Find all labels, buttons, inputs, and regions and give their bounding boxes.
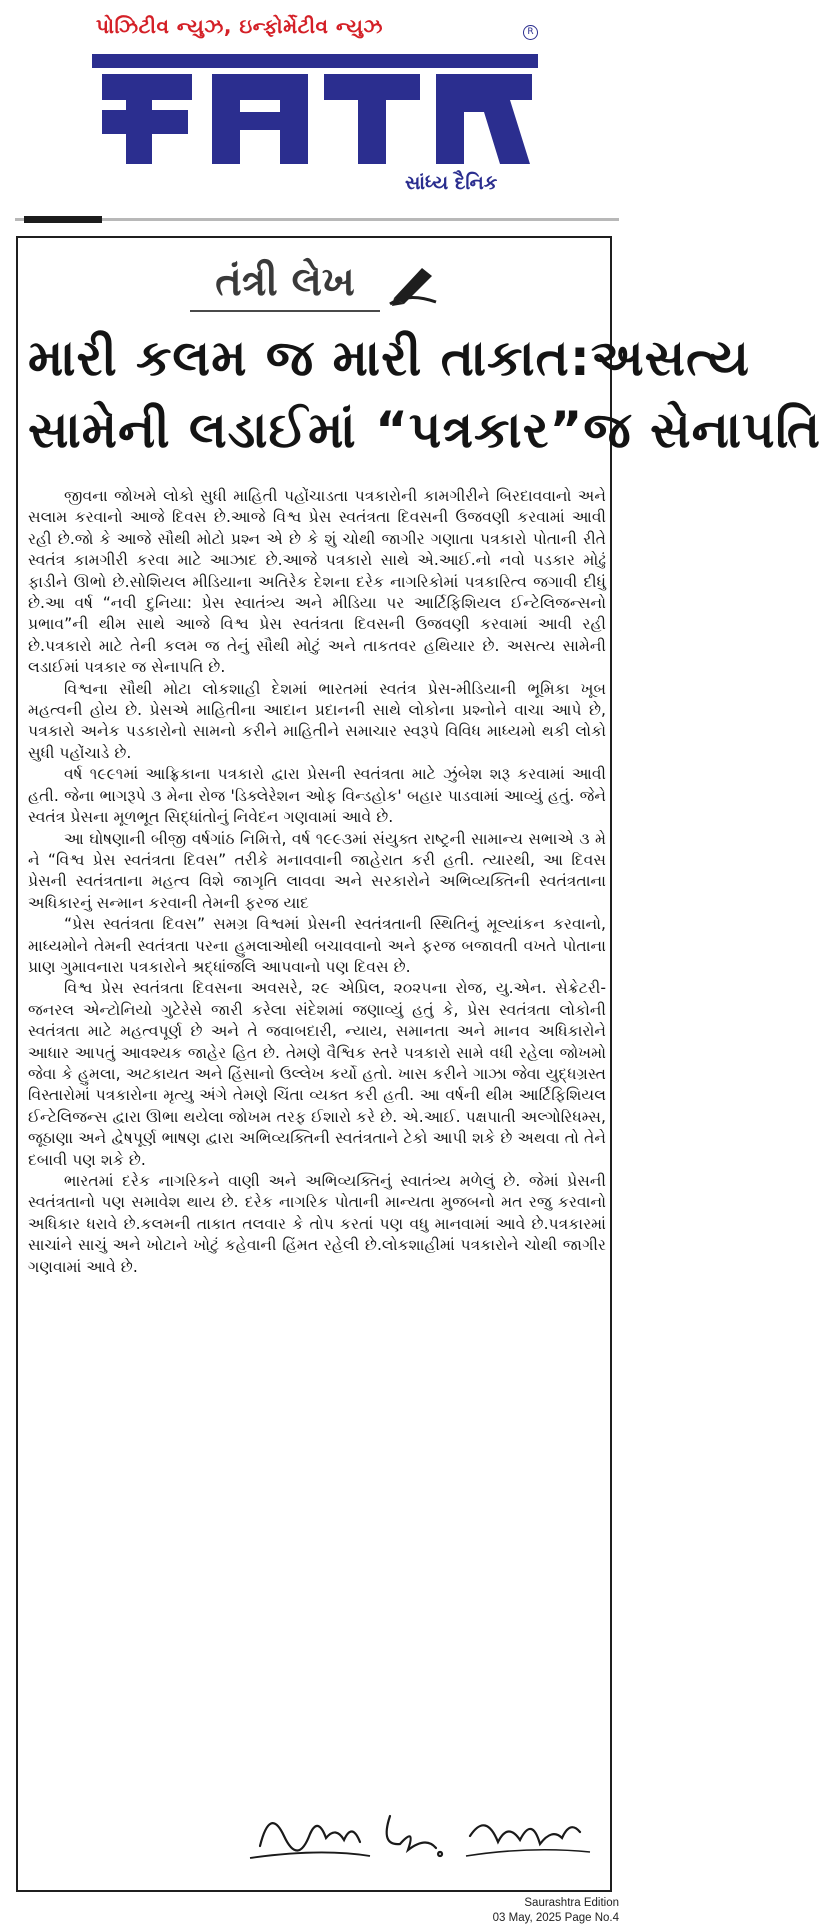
pen-writing-icon <box>388 262 438 306</box>
masthead-divider <box>15 218 619 221</box>
newspaper-logo <box>92 46 538 166</box>
article-paragraph: આ ઘોષણાની બીજી વર્ષગાંઠ નિમિત્તે, વર્ષ ૧૯૯૩માં સંયુક્ત રાષ્ટ્રની સામાન્ય સભાએ ૩ મે ને “વિશ્વ પ્રેસ સ્વતંત્રતા દિવસ” તરીકે મનાવવાની જાહેરાત કરી હતી. ત્યારથી, આ દિવસ પ્રેસની સ્વતંત્રતાના મહત્વ વિશે જાગૃતિ લાવવા અને સરકારોને અભિવ્યક્તિની સ્વતંત્રતાના અધિકારનું સન્માન કરવાની તેમની ફરજ યાદ <box>28 829 606 912</box>
page-footer <box>493 1896 619 1926</box>
article-paragraph: વિશ્વ પ્રેસ સ્વતંત્રતા દિવસના અવસરે, ૨૯ એપ્રિલ, ૨૦૨૫ના રોજ, યુ.એન. સેક્રેટરી-જનરલ એન્ટોનિયો ગુટેરેસે જારી કરેલા સંદેશમાં જણાવ્યું હતું કે, પ્રેસ સ્વતંત્રતા લોકોની સ્વતંત્રતા માટે મહત્વપૂર્ણ છે અને તે જવાબદારી, ન્યાય, સમાનતા અને માનવ અધિકારોને આધાર આપતું આવશ્યક જાહેર હિત છે. તેમણે વૈશ્વિક સ્તરે પત્રકારો સામે વધી રહેલા જોખમો જેવા કે હુમલા, અટકાયત અને હિંસાનો ઉલ્લેખ કર્યો હતો. ખાસ કરીને ગાઝા જેવા યુદ્ધગ્રસ્ત વિસ્તારોમાં પત્રકારોના મૃત્યુ અંગે તેમણે ચિંતા વ્યક્ત કરી હતી. આ વર્ષની થીમ આર્ટિફિશિયલ ઈન્ટેલિજન્સ દ્વારા ઊભા થયેલા જોખમ તરફ ઈશારો કરે છે. એ.આઈ. પક્ષપાતી અલ્ગોરિધમ્સ, જૂઠાણા અને દ્વેષપૂર્ણ ભાષણ દ્વારા અભિવ્યક્તિની સ્વતંત્રતાને ટેકો આપી શકે છે અથવા તો તેને દબાવી પણ શકે છે. <box>28 979 606 1169</box>
headline-line-1: મારી કલમ જ મારી તાકાત:અસત્ય <box>28 329 750 387</box>
headline-line-2: સામેની લડાઈમાં “પત્રકાર”જ સેનાપતિ <box>28 401 821 459</box>
article-headline <box>28 322 821 466</box>
section-label: તંત્રી લેખ <box>190 254 380 312</box>
article-paragraph: વિશ્વના સૌથી મોટા લોકશાહી દેશમાં ભારતમાં સ્વતંત્ર પ્રેસ-મીડિયાની ભૂમિકા ખૂબ મહત્વની હોય છે. પ્રેસએ માહિતીના આદાન પ્રદાનની સાથે લોકોના પ્રશ્નોને વાચા આપે છે, પત્રકારો અનેક પડકારોનો સામનો કરીને માહિતીને સમાચાર સ્વરૂપે વિવિધ માધ્યમો થકી લોકો સુધી પહોંચાડે છે. <box>28 679 606 762</box>
masthead-tagline: પોઝિટીવ ન્યુઝ, ઇન્ફોર્મેટીવ ન્યુઝ <box>96 14 383 38</box>
masthead-divider-accent <box>24 216 102 223</box>
article-paragraph: ભારતમાં દરેક નાગરિકને વાણી અને અભિવ્યક્તિનું સ્વાતંત્ર્ય મળેલું છે. જેમાં પ્રેસની સ્વતંત્રતાનો પણ સમાવેશ થાય છે. દરેક નાગરિક પોતાની માન્યતા મુજબનો મત રજુ કરવાનો અધિકાર ધરાવે છે.કલમની તાકાત તલવાર કે તોપ કરતાં પણ વધુ માનવામાં આવે છે.પત્રકારમાં સાચાંને સાચું અને ખોટાને ખોટું કહેવાની હિંમત રહેલી છે.લોકશાહીમાં પત્રકારોને ચોથી જાગીર ગણવામાં આવે છે. <box>28 1172 606 1276</box>
article-paragraph: જીવના જોખમે લોકો સુધી માહિતી પહોંચાડતા પત્રકારોની કામગીરીને બિરદાવવાનો અને સલામ કરવાનો આજે દિવસ છે.આજે વિશ્વ પ્રેસ સ્વતંત્રતા દિવસની ઉજવણી કરવામાં આવી રહી છે.જો કે આજે સૌથી મોટો પ્રશ્ન એ છે કે શું ચોથી જાગીર ગણાતા પત્રકારો પોતાની રીતે સ્વતંત્ર કામગીરી કરવા માટે આઝાદ છે.આજે પત્રકારો સાથે એ.આઈ.નો નવો પડકાર મોઢું ફાડીને ઊભો છે.સોશિયલ મીડિયાના અતિરેક દેશના દરેક નાગરિકોમાં પત્રકારિત્વ જગાવી દીધું છે.આ વર્ષ “નવી દુનિયા: પ્રેસ સ્વાતંત્ર્ય અને મીડિયા પર આર્ટિફિશિયલ ઈન્ટેલિજન્સનો પ્રભાવ”ની થીમ સાથે આજે વિશ્વ પ્રેસ સ્વતંત્રતા દિવસની ઉજવણી કરવામાં આવી રહી છે.પત્રકારો માટે તેની કલમ જ તેનું સૌથી મોટું અને તાકતવર હથિયાર છે. અસત્ય સામેની લડાઈમાં પત્રકાર જ સેનાપતિ છે. <box>28 487 606 677</box>
section-tag <box>190 254 436 312</box>
article-body <box>28 486 606 1776</box>
article-paragraph: વર્ષ ૧૯૯૧માં આફ્રિકાના પત્રકારો દ્વારા પ્રેસની સ્વતંત્રતા માટે ઝુંબેશ શરૂ કરવામાં આવી હતી. જેના ભાગરૂપે ૩ મેના રોજ 'ડિક્લેરેશન ઓફ વિન્ડહોક' બહાર પાડવામાં આવ્યું હતું. જેને સ્વતંત્ર પ્રેસના મૂળભૂત સિદ્ધાંતોનું નિવેદન ગણવામાં આવે છે. <box>28 765 606 827</box>
edition-type: સાંધ્ય દૈનિક <box>405 172 498 194</box>
masthead <box>0 0 633 210</box>
edition-name: Saurashtra Edition <box>524 1897 619 1909</box>
article-paragraph: “પ્રેસ સ્વતંત્રતા દિવસ” સમગ્ર વિશ્વમાં પ્રેસની સ્વતંત્રતાની સ્થિતિનું મૂલ્યાંકન કરવાનો, માધ્યમોને તેમની સ્વતંત્રતા પરના હુમલાઓથી બચાવવાનો અને ફરજ બજાવતી વખતે પોતાના પ્રાણ ગુમાવનારા પત્રકારોને શ્રદ્ધાંજલિ આપવાનો પણ દિવસ છે. <box>28 915 606 976</box>
editor-signature <box>240 1786 600 1876</box>
issue-date-page: 03 May, 2025 Page No.4 <box>492 1912 619 1924</box>
registered-trademark-icon: R <box>523 25 538 40</box>
